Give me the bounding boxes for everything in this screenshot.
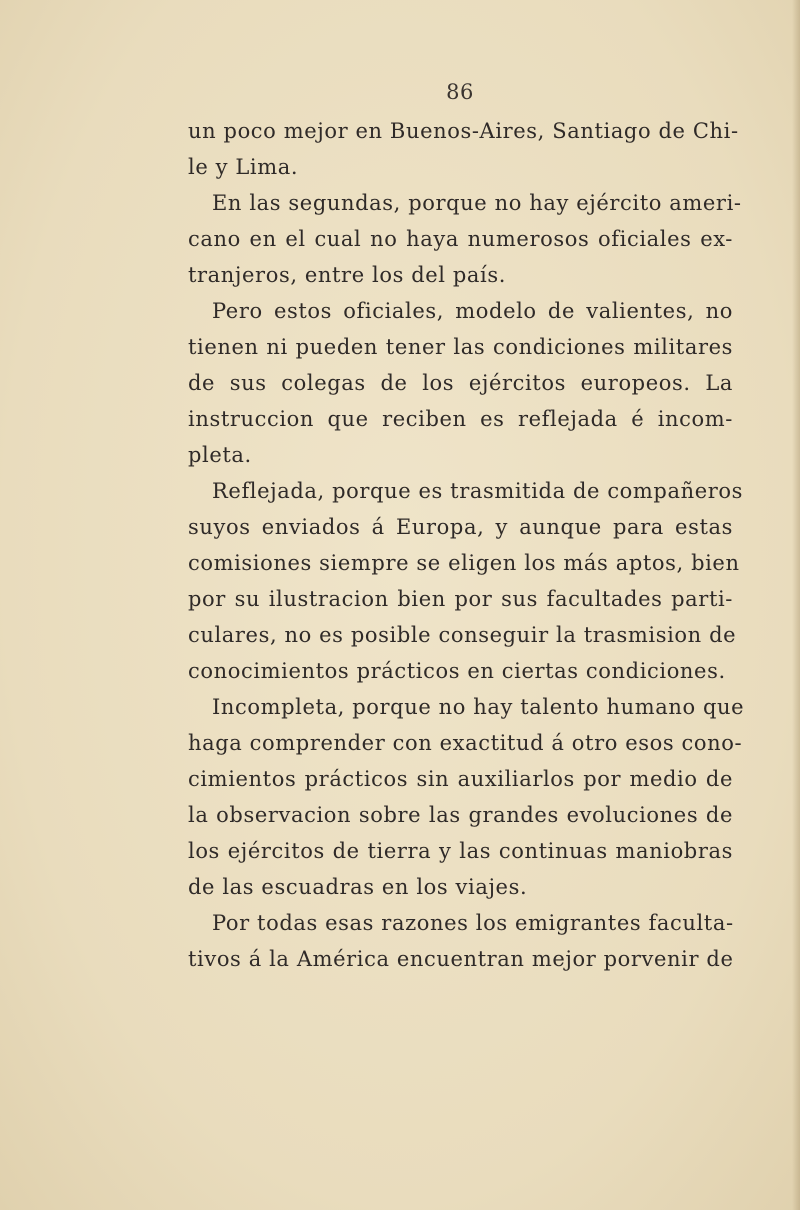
text-line: Por todas esas razones los emigrantes faculta- bbox=[212, 911, 734, 935]
body-text bbox=[188, 113, 745, 977]
text-line: Incompleta, porque no hay talento humano que bbox=[212, 695, 745, 719]
text-line: Pero estos oficiales, modelo de valientes, no bbox=[212, 299, 733, 323]
text-line: comisiones siempre se eligen los más aptos, bien bbox=[188, 551, 740, 575]
text-line: de sus colegas de los ejércitos europeos. La bbox=[188, 371, 733, 395]
text-line: conocimientos prácticos en ciertas condiciones. bbox=[188, 659, 726, 683]
text-line: tienen ni pueden tener las condiciones militares bbox=[188, 335, 733, 359]
page-edge-shadow bbox=[792, 0, 800, 1210]
text-line: Reflejada, porque es trasmitida de compañeros bbox=[212, 479, 744, 503]
text-line: la observacion sobre las grandes evoluciones de bbox=[188, 803, 733, 827]
text-line: cano en el cual no haya numerosos oficiales ex- bbox=[188, 227, 733, 251]
text-line: le y Lima. bbox=[188, 155, 299, 179]
text-line: tivos á la América encuentran mejor porvenir de bbox=[188, 947, 734, 971]
text-line: En las segundas, porque no hay ejército ameri- bbox=[212, 191, 742, 215]
text-line: cimientos prácticos sin auxiliarlos por medio de bbox=[188, 767, 733, 791]
text-line: tranjeros, entre los del país. bbox=[188, 263, 507, 287]
text-line: un poco mejor en Buenos-Aires, Santiago de Chi- bbox=[188, 119, 739, 143]
text-line: los ejércitos de tierra y las continuas maniobras bbox=[188, 839, 733, 863]
text-line: pleta. bbox=[188, 443, 252, 467]
text-line: por su ilustracion bien por sus facultades parti- bbox=[188, 587, 733, 611]
text-line: haga comprender con exactitud á otro esos cono- bbox=[188, 731, 743, 755]
text-line: suyos enviados á Europa, y aunque para estas bbox=[188, 515, 733, 539]
text-line: culares, no es posible conseguir la trasmision de bbox=[188, 623, 737, 647]
text-line: instruccion que reciben es reflejada é incom- bbox=[188, 407, 733, 431]
text-line: de las escuadras en los viajes. bbox=[188, 875, 528, 899]
page-number: 86 bbox=[446, 80, 474, 104]
